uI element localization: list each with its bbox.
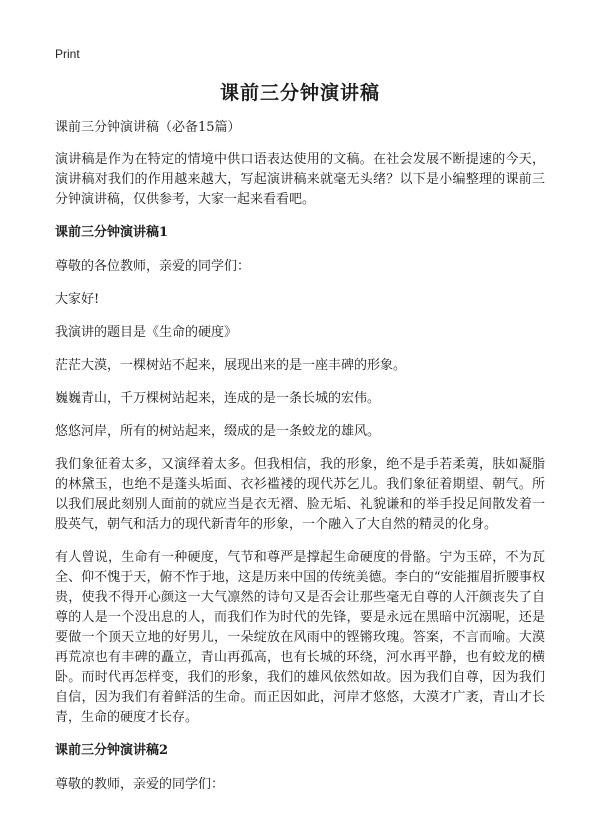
- body-paragraph-3: 悠悠河岸，所有的树站起来，缀成的是一条蛟龙的雄风。: [55, 424, 381, 439]
- section-heading-1: 课前三分钟演讲稿1: [55, 225, 169, 240]
- body-paragraph-2: 巍巍青山，千万棵树站起来，连成的是一条长城的宏伟。: [55, 391, 381, 406]
- topic-paragraph: 我演讲的题目是《生命的硬度》: [55, 325, 238, 340]
- body-paragraph-4: 我们象征着太多，又演绎着太多。但我相信，我的形象，绝不是手若柔荑，肤如凝脂的林黛玉，也绝不是蓬头垢面、衣衫褴褛的现代苏乞儿。我们象征着期望、朝气。所以我们展此刻别人面前的就应当是衣无褶、脸无垢、礼貌谦和的举手投足间散发着一股英气，朝气和活力的现代新青年的形象，一个融入了大自然的精灵的化身。: [55, 457, 545, 532]
- document-title: 课前三分钟演讲稿: [219, 82, 380, 104]
- body-paragraph-1: 茫茫大漠，一棵树站不起来，展现出来的是一座丰碑的形象。: [55, 358, 407, 373]
- intro-paragraph: 演讲稿是作为在特定的情境中供口语表达使用的文稿。在社会发展不断提速的今天，演讲稿对我们的作用越来越大，写起演讲稿来就毫无头绪？以下是小编整理的课前三分钟演讲稿，仅供参考，大家一起来看看吧。: [55, 152, 545, 207]
- hello-paragraph: 大家好!: [55, 292, 100, 307]
- body-paragraph-5: 有人曾说，生命有一种硬度，气节和尊严是撑起生命硬度的骨骼。宁为玉碎，不为瓦全、仰不愧于天，俯不怍于地，这是历来中国的传统美德。李白的“安能摧眉折腰事权贵，使我不得开心颜这一大气凛然的诗句又是否会让那些毫无自尊的人汗颜丧失了自尊的人是一个没出息的人，而我们作为时代的先锋，要是永远在黑暗中沉溺呢，还是要做一个顶天立地的好男儿，一朵绽放在风雨中的铿锵玫瑰。答案，不言而喻。大漠再荒凉也有丰碑的矗立，青山再孤高，也有长城的环绕，河水再平静，也有蛟龙的横卧。而时代再怎样变，我们的形象，我们的雄风依然如故。因为我们自尊，因为我们自信，因为我们有着鲜活的生命。而正因如此，河岸才悠悠，大漠才广袤，青山才长青，生命的硬度才长存。: [55, 550, 545, 725]
- document-subtitle: 课前三分钟演讲稿（必备15篇）: [55, 120, 241, 135]
- greeting-paragraph: 尊敬的各位教师，亲爱的同学们：: [55, 259, 251, 274]
- section-heading-2: 课前三分钟演讲稿2: [55, 743, 169, 758]
- greeting-paragraph-2: 尊敬的教师，亲爱的同学们：: [55, 777, 225, 792]
- print-label: Print: [55, 47, 80, 61]
- document-body: [55, 118, 545, 808]
